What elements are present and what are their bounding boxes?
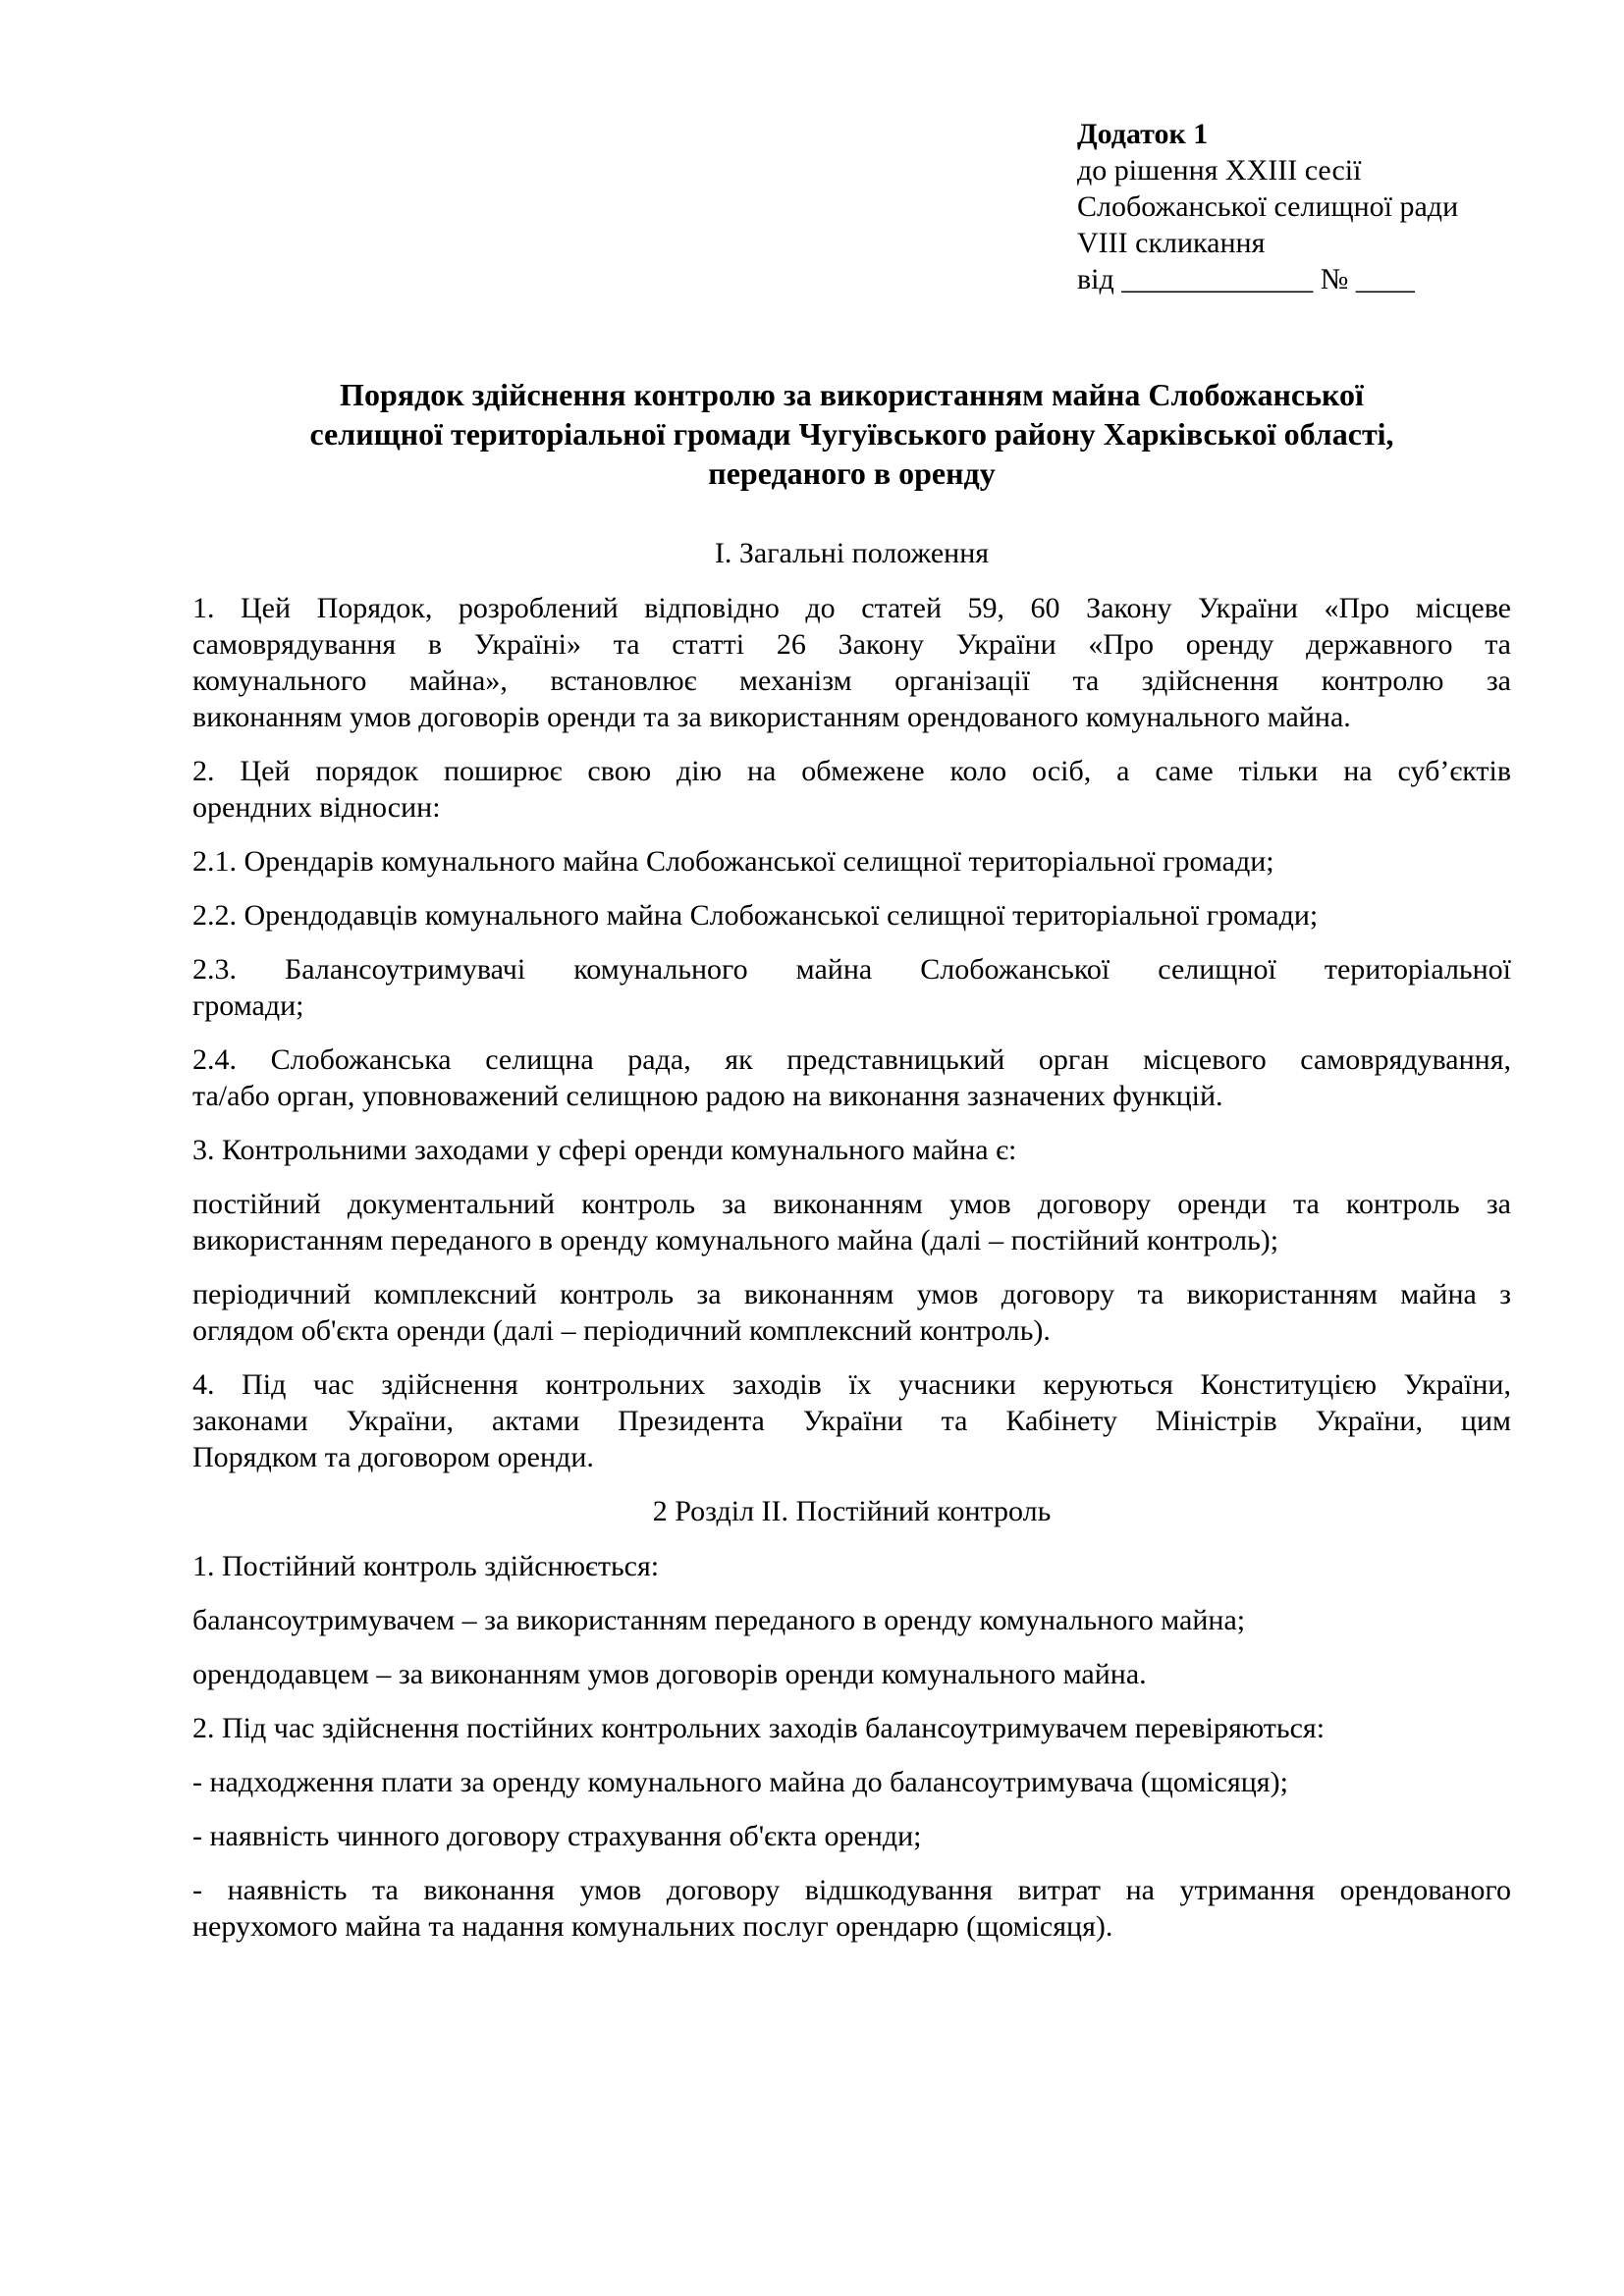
paragraph-line: постійний документальний контроль за виконанням умов договору оренди та контроль за <box>192 1188 1511 1220</box>
section-heading: 2 Розділ ІІ. Постійний контроль <box>652 1495 1052 1527</box>
document-title <box>192 375 1511 493</box>
annex-title: Додаток 1 <box>1077 118 1209 150</box>
paragraph-line: 2.3. Балансоутримувачі комунального майна Слобожанської селищної територіальної <box>192 953 1511 986</box>
paragraph-line: самоврядування в Україні» та статті 26 Закону України «Про оренду державного та <box>192 628 1511 661</box>
paragraph <box>192 951 1511 1024</box>
paragraph-line: 4. Під час здійснення контрольних заходів їх учасники керуються Конституцією України, <box>192 1368 1511 1401</box>
paragraph <box>192 1276 1511 1349</box>
paragraph-line: 1. Цей Порядок, розроблений відповідно до статей 59, 60 Закону України «Про місцеве <box>192 592 1511 624</box>
paragraph: 1. Постійний контроль здійснюється: <box>192 1550 660 1582</box>
document-body <box>192 535 1511 1962</box>
annex-line: Слобожанської селищної ради <box>1077 190 1459 223</box>
paragraph: - надходження плати за оренду комунального майна до балансоутримувача (щомісяця); <box>192 1766 1288 1798</box>
paragraph-line: використанням переданого в оренду комунального майна (далі – постійний контроль); <box>192 1224 1279 1256</box>
paragraph-line: громади; <box>192 989 304 1022</box>
title-line: селищної територіальної громади Чугуївського району Харківської області, <box>309 416 1394 452</box>
title-line: переданого в оренду <box>708 455 996 491</box>
paragraph-line: Порядком та договором оренди. <box>192 1441 594 1473</box>
annex-line: VIII скликання <box>1077 227 1266 259</box>
paragraph: балансоутримувачем – за використанням переданого в оренду комунального майна; <box>192 1604 1246 1636</box>
paragraph: 2.1. Орендарів комунального майна Слобожанської селищної територіальної громади; <box>192 845 1274 878</box>
paragraph-line: - наявність та виконання умов договору відшкодування витрат на утримання орендованого <box>192 1874 1511 1906</box>
paragraph: - наявність чинного договору страхування об'єкта оренди; <box>192 1820 922 1852</box>
paragraph <box>192 1366 1511 1475</box>
paragraph: 2. Під час здійснення постійних контрольних заходів балансоутримувачем перевіряються: <box>192 1712 1326 1744</box>
paragraph-line: періодичний комплексний контроль за виконанням умов договору та використанням майна з <box>192 1278 1511 1310</box>
annex-line: до рішення XXIII сесії <box>1077 154 1362 187</box>
paragraph: орендодавцем – за виконанням умов договорів оренди комунального майна. <box>192 1658 1147 1690</box>
paragraph <box>192 1041 1511 1114</box>
annex-block <box>1077 116 1529 297</box>
title-line: Порядок здійснення контролю за використанням майна Слобожанської <box>340 377 1364 412</box>
paragraph-line: орендних відносин: <box>192 791 441 824</box>
annex-date-line: від _____________ № ____ <box>1077 263 1415 295</box>
paragraph-line: комунального майна», встановлює механізм організації та здійснення контролю за <box>192 665 1511 697</box>
paragraph: 3. Контрольними заходами у сфері оренди комунального майна є: <box>192 1134 1017 1166</box>
paragraph <box>192 590 1511 735</box>
paragraph-line: 2.4. Слобожанська селищна рада, як представницький орган місцевого самоврядування, <box>192 1043 1511 1076</box>
paragraph: 2.2. Орендодавців комунального майна Слобожанської селищної територіальної громади; <box>192 899 1319 932</box>
paragraph <box>192 1186 1511 1258</box>
paragraph <box>192 753 1511 826</box>
paragraph <box>192 1872 1511 1945</box>
paragraph-line: оглядом об'єкта оренди (далі – періодичний комплексний контроль). <box>192 1314 1051 1347</box>
paragraph-line: нерухомого майна та надання комунальних послуг орендарю (щомісяця). <box>192 1910 1113 1943</box>
section-heading: І. Загальні положення <box>714 537 990 569</box>
paragraph-line: законами України, актами Президента України та Кабінету Міністрів України, цим <box>192 1405 1511 1437</box>
paragraph-line: 2. Цей порядок поширює свою дію на обмежене коло осіб, а саме тільки на суб’єктів <box>192 755 1511 787</box>
paragraph-line: виконанням умов договорів оренди та за використанням орендованого комунального майна. <box>192 701 1351 733</box>
paragraph-line: та/або орган, уповноважений селищною радою на виконання зазначених функцій. <box>192 1080 1223 1112</box>
